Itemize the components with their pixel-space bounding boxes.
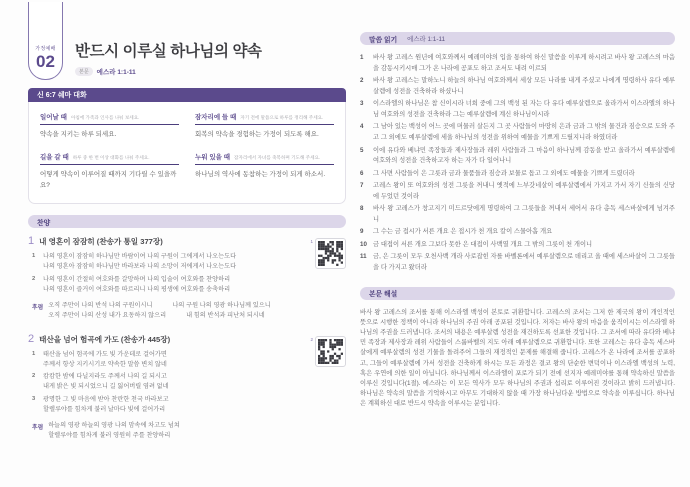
verse-text: 금, 은 그릇이 모두 오천사백 개라 사로잡힌 자를 바벨론에서 예루살렘으로 데리고 올 때에 세스바살이 그 그릇들을 다 가지고 왔더라 — [373, 253, 675, 271]
refrain-lines: 하늘의 영광 하늘의 영광 나의 맘속에 차고도 넘쳐 할렐루야를 힘차게 불러 영원히 주를 찬양하리 — [48, 421, 180, 440]
verse-text: 그 남아 있는 백성이 어느 곳에 머물러 살든지 그 곳 사람들이 마땅히 은과 금과 그 밖의 물건과 짐승으로 도와 주고 그 외에도 예루살렘에 세울 하나님의 성전을 위하여 예물을 기쁘게 드릴지니라 하였더라 — [373, 123, 675, 142]
shema-cell — [195, 152, 334, 191]
praise-song-list — [28, 236, 346, 441]
song-verse — [32, 252, 302, 272]
qr-number: 1 — [310, 239, 313, 245]
verse-number: 10 — [360, 240, 367, 248]
praise-song — [28, 334, 346, 442]
song-verse-number: 2 — [32, 275, 36, 282]
badge-number: 02 — [36, 52, 55, 71]
shema-cell-time: 누워 있을 때 — [195, 154, 231, 162]
scripture-tag: 본문 — [75, 67, 93, 76]
refrain-label: 후렴 — [32, 305, 44, 312]
lesson-header — [28, 0, 346, 80]
shema-cell-time: 길을 갈 때 — [40, 154, 69, 162]
verse-text: 바사 왕 고레스 원년에 여호와께서 예레미야의 입을 통하여 하신 말씀을 이루게 하시려고 바사 왕 고레스의 마음을 감동시키시매 그가 온 나라에 공포도 하고 조서도 내려 이르되 — [373, 54, 675, 72]
verse-text: 금 대접이 서른 개요 그보다 못한 은 대접이 사백열 개요 그 밖의 그릇이 천 개이니 — [373, 240, 593, 248]
bible-verse-row — [360, 252, 675, 274]
shema-header: 신 6:7 쉐마 대화 — [28, 88, 346, 102]
bible-verse-row — [360, 76, 675, 98]
bible-verse-row — [360, 204, 675, 226]
shema-cell — [195, 112, 334, 140]
badge-label: 가정예배 — [35, 46, 56, 52]
qr-code-icon — [315, 238, 346, 269]
lesson-number-badge — [28, 2, 63, 80]
bible-verse-row — [360, 53, 675, 75]
title-block — [75, 43, 262, 80]
shema-cell-time: 일어날 때 — [40, 114, 67, 121]
shema-cell-text: 어떻게 약속이 이루어질 때까지 기다릴 수 있을까요? — [40, 171, 177, 189]
shema-cell-hint: 아침에 가족과 인사를 나눠 보세요. — [70, 115, 140, 120]
song-verse — [32, 372, 302, 392]
commentary-header-label: 본문 해설 — [369, 291, 398, 299]
shema-cell-text: 하나님의 역사에 동참하는 가정이 되게 하소서. — [195, 171, 326, 179]
song-verse-lines: 광명한 그 빛 마음에 받아 찬란한 천국 바라보고 할렐루야를 힘차게 불러 날마다 빛에 걸어가리 — [43, 395, 169, 413]
verse-text: 바사 왕 고레스가 창고지기 미드르닷에게 명령하여 그 그릇들을 꺼내서 세어서 유다 총독 세스바살에게 넘겨주니 — [373, 205, 675, 224]
song-number: 2 — [28, 332, 35, 345]
right-page — [360, 0, 675, 410]
shema-cell-text: 회복의 약속을 경험하는 가정이 되도록 해요. — [195, 131, 319, 138]
song-number: 1 — [28, 235, 35, 248]
shema-cell-hint: 하루 중 한 번 이상 대화를 나눠 주세요. — [72, 155, 150, 161]
song-verse — [32, 275, 302, 295]
song-verse-lines: 나의 영혼이 간절히 여호와를 갈망하며 나의 입술이 여호와를 찬양하리 나의 영혼이 즐거이 여호와를 따르리니 나의 평생에 여호와를 송축하리 — [43, 275, 231, 293]
song-verse-number: 3 — [32, 395, 36, 402]
reading-header-label: 말씀 읽기 — [369, 36, 398, 44]
bible-verse-list — [360, 53, 675, 274]
page-title: 반드시 이루실 하나님의 약속 — [75, 43, 262, 61]
bible-verse-row — [360, 99, 675, 121]
refrain-label: 후렴 — [32, 424, 44, 431]
verse-text: 바사 왕 고레스는 말하노니 하늘의 하나님 여호와께서 세상 모든 나라를 내게 주셨고 나에게 명령하사 유다 예루살렘에 성전을 건축하라 하셨나니 — [373, 77, 675, 95]
qr-code-icon — [315, 336, 346, 367]
song-verse-number: 1 — [32, 350, 36, 357]
verse-number: 7 — [360, 182, 364, 190]
verse-number: 9 — [360, 228, 364, 236]
verse-text: 이스라엘의 하나님은 참 신이시라 너희 중에 그의 백성 된 자는 다 유다 예루살렘으로 올라가서 이스라엘의 하나님 여호와의 성전을 건축하라 그는 예루살렘에 계신 하나님이시라 — [373, 100, 675, 119]
song-verse-number: 1 — [32, 253, 36, 260]
song-verse — [32, 350, 302, 370]
reading-section-header — [360, 32, 675, 45]
bible-verse-row — [360, 146, 675, 168]
commentary-text: 바사 왕 고레스의 조서를 통해 이스라엘 백성이 본토로 귀환합니다. 고레스의 조서는 그저 한 제국의 왕이 개인적인 뜻으로 시행한 정책이 아니라 하나님의 주권 아래 공포된 것입니다. 저자는 바사 왕의 마음을 움직이시는 이스라엘 하나님의 주권을 드러냅니다. 조서의 내용은 예루살렘 성전을 재건하도록 선포한 것입니다. 그 조서에 따라 유다와 베냐민 족장과 제사장과 레위 사람들이 스룹바벨의 지도 아래 예루살렘으로 귀환합니다. 또한 고레스는 유다 총독 세스바살에게 예루살렘의 성전 기물을 돌려주어 그들의 재정적인 문제를 해결해 줍니다. 고레스가 온 나라에 조서를 공포하고, 그들이 예루살렘에 가서 성전을 건축하게 하시는 모든 과정은 결코 왕의 단순한 변덕이나 이스라엘 백성의 노력, 혹은 우연에 의한 일이 아닙니다. 하나님께서 이스라엘이 포로가 되기 전에 선지자 예레미야를 통해 약속하신 말씀을 이루신 것입니다(1절). 에스라는 이 모든 역사가 모두 하나님의 주권과 섭리로 이루어진 것이라고 밝히 드러냅니다. 하나님은 약속의 말씀을 기억하시고 아무도 기대하지 않을 때 가장 하나님다운 방법으로 약속을 이루십니다. 하나님은 계획하신 대로 반드시 약속을 이루시는 분입니다. — [360, 308, 675, 408]
shema-cell-text: 약속을 지키는 하루 되세요. — [40, 131, 117, 138]
scripture-ref-text: 에스라 1:1-11 — [96, 69, 136, 76]
verse-text: 그 수는 금 접시가 서른 개요 은 접시가 천 개요 칼이 스물아홉 개요 — [373, 228, 553, 236]
verse-number: 5 — [360, 146, 364, 154]
verse-number: 4 — [360, 123, 364, 131]
song-verse — [32, 395, 302, 415]
reading-header-ref: 에스라 1:1-11 — [407, 36, 446, 43]
shema-cell — [40, 112, 179, 140]
song-verse-lines: 태산을 넘어 험곡에 가도 빛 가운데로 걸어가면 주께서 항상 지키시기로 약속한 말씀 변치 않네 — [43, 350, 167, 368]
left-page — [28, 0, 346, 453]
song-verse-lines: 캄캄한 밤에 다닐지라도 주께서 나의 길 되시고 내게 밝은 빛 되시었으니 길 잃어버릴 염려 없네 — [43, 373, 169, 391]
verse-number: 6 — [360, 169, 364, 177]
bible-verse-row — [360, 122, 675, 144]
shema-cell-hint: 자기 전에 말씀으로 하루를 정리해 주세요. — [240, 115, 324, 120]
commentary-section-header — [360, 287, 675, 300]
praise-header-label: 찬양 — [37, 219, 51, 227]
verse-text: 그 사면 사람들이 은 그릇과 금과 물품들과 짐승과 보물로 돕고 그 외에도 예물을 기쁘게 드렸더라 — [373, 169, 635, 177]
song-verse-lines: 나의 영혼이 잠잠히 하나님만 바람이여 나의 구원이 그에게서 나오는도다 나의 영혼아 잠잠히 하나님만 바라보라 나의 소망이 저에게서 나오는도다 — [43, 253, 237, 271]
shema-dialogue-box — [28, 88, 346, 204]
bible-verse-row — [360, 227, 675, 238]
bible-verse-row — [360, 181, 675, 203]
praise-section-header — [28, 215, 346, 228]
shema-cell-hint: 잠자리에서 자녀를 축복하며 기도해 주세요. — [234, 155, 321, 161]
qr-number: 2 — [310, 336, 313, 342]
verse-text: 이에 유다와 베냐민 족장들과 제사장들과 레위 사람들과 그 마음이 하나님께 감동을 받고 올라가서 예루살렘에 여호와의 성전을 건축하고자 하는 자가 다 일어나니 — [373, 146, 675, 165]
verse-number: 2 — [360, 77, 364, 85]
verse-number: 1 — [360, 54, 364, 61]
verse-number: 3 — [360, 100, 364, 108]
verse-text: 고레스 왕이 또 여호와의 성전 그릇을 꺼내니 옛적에 느부갓네살이 예루살렘에서 가지고 가서 자기 신들의 신당에 두었던 것이라 — [373, 182, 675, 200]
song-title: 내 영혼이 잠잠히 (찬송가 통일 377장) — [39, 237, 163, 247]
bible-verse-row — [360, 240, 675, 251]
song-verse-number: 2 — [32, 373, 36, 380]
shema-cell-time: 잠자리에 들 때 — [195, 114, 237, 121]
verse-number: 8 — [360, 205, 364, 213]
song-title: 태산을 넘어 험곡에 가도 (찬송가 445장) — [39, 334, 171, 344]
shema-grid — [28, 102, 346, 204]
shema-cell — [40, 152, 179, 191]
scripture-reference — [75, 67, 262, 76]
refrain-lines: 오직 주만이 나의 반석 나의 구원이시니 나의 구원 나의 영광 하나님께 있으니 오직 주만이 나의 산성 내가 요동하지 않으리 내 힘의 반석과 피난처 되시네 — [48, 302, 271, 320]
bible-verse-row — [360, 169, 675, 180]
verse-number: 11 — [360, 253, 367, 261]
praise-song — [28, 236, 346, 321]
